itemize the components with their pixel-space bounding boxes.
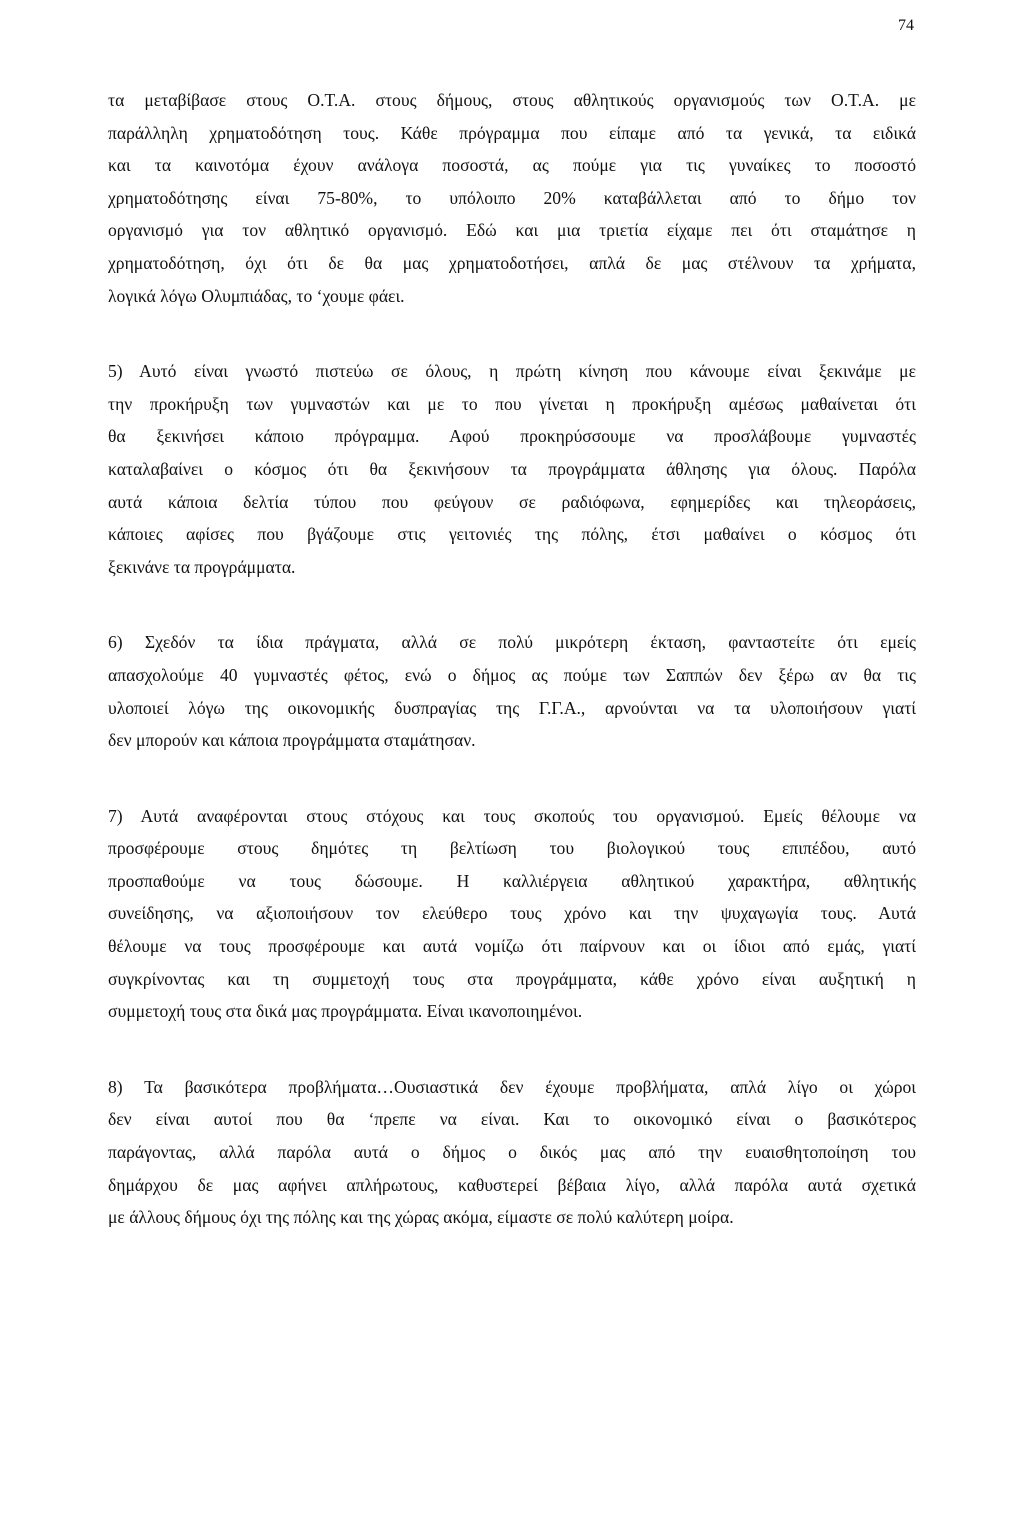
text-line: υλοποιεί λόγω της οικονομικής δυσπραγίας της Γ.Γ.Α., αρνούνται να τα υλοποιήσουν γιατί bbox=[108, 697, 916, 718]
text-line: λογικά λόγω Ολυμπιάδας, το ‘χουμε φάει. bbox=[108, 285, 405, 306]
paragraph-answer-6 bbox=[108, 626, 916, 756]
text-line: δεν είναι αυτοί που θα ‘πρεπε να είναι. Και το οικονομικό είναι ο βασικότερος bbox=[108, 1109, 916, 1130]
text-line: 5) Αυτό είναι γνωστό πιστεύω σε όλους, η πρώτη κίνηση που κάνουμε είναι ξεκινάμε με bbox=[108, 361, 916, 382]
paragraph-spacer bbox=[108, 583, 916, 626]
text-line: κάποιες αφίσες που βγάζουμε στις γειτονιές της πόλης, έτσι μαθαίνει ο κόσμος ότι bbox=[108, 524, 916, 545]
text-line: χρηματοδότησης είναι 75-80%, το υπόλοιπο 20% καταβάλλεται από το δήμο τον bbox=[108, 187, 916, 208]
page-number: 74 bbox=[898, 17, 914, 34]
text-line: χρηματοδότηση, όχι ότι δε θα μας χρηματοδοτήσει, απλά δε μας στέλνουν τα χρήματα, bbox=[108, 252, 916, 273]
paragraph-answer-5 bbox=[108, 355, 916, 583]
text-line: ξεκινάνε τα προγράμματα. bbox=[108, 556, 296, 577]
text-line: 6) Σχεδόν τα ίδια πράγματα, αλλά σε πολύ μικρότερη έκταση, φανταστείτε ότι εμείς bbox=[108, 632, 916, 653]
text-line: απασχολούμε 40 γυμναστές φέτος, ενώ ο δήμος ας πούμε των Σαππών δεν ξέρω αν θα τις bbox=[108, 664, 916, 685]
text-line: θα ξεκινήσει κάποιο πρόγραμμα. Αφού προκηρύσσουμε να προσλάβουμε γυμναστές bbox=[108, 426, 916, 447]
text-line: συμμετοχή τους στα δικά μας προγράμματα. Είναι ικανοποιημένοι. bbox=[108, 1001, 583, 1022]
text-line: δημάρχου δε μας αφήνει απλήρωτους, καθυστερεί βέβαια λίγο, αλλά παρόλα αυτά σχετικά bbox=[108, 1174, 916, 1195]
text-line: και τα καινοτόμα έχουν ανάλογα ποσοστά, ας πούμε για τις γυναίκες το ποσοστό bbox=[108, 155, 916, 176]
text-line: τα μεταβίβασε στους Ο.Τ.Α. στους δήμους, στους αθλητικούς οργανισμούς των Ο.Τ.Α. με bbox=[108, 90, 916, 110]
document-body bbox=[108, 84, 916, 1234]
text-line: συνείδησης, να αξιοποιήσουν τον ελεύθερο τους χρόνο και την ψυχαγωγία τους. Αυτά bbox=[108, 903, 916, 924]
text-line: δεν μπορούν και κάποια προγράμματα σταμάτησαν. bbox=[108, 730, 476, 751]
text-line: αυτά κάποια δελτία τύπου που φεύγουν σε ραδιόφωνα, εφημερίδες και τηλεοράσεις, bbox=[108, 491, 916, 512]
text-line: προσπαθούμε να τους δώσουμε. Η καλλιέργεια αθλητικού χαρακτήρα, αθλητικής bbox=[108, 870, 916, 891]
text-line: την προκήρυξη των γυμναστών και με το που γίνεται η προκήρυξη αμέσως μαθαίνεται ότι bbox=[108, 393, 916, 414]
text-line: συγκρίνοντας και τη συμμετοχή τους στα προγράμματα, κάθε χρόνο είναι αυξητική η bbox=[108, 968, 916, 989]
paragraph-spacer bbox=[108, 1028, 916, 1071]
text-line: παράγοντας, αλλά παρόλα αυτά ο δήμος ο δικός μας από την ευαισθητοποίηση του bbox=[108, 1142, 916, 1163]
text-line: 7) Αυτά αναφέρονται στους στόχους και τους σκοπούς του οργανισμού. Εμείς θέλουμε να bbox=[108, 805, 916, 826]
text-line: οργανισμό για τον αθλητικό οργανισμό. Εδώ και μια τριετία είχαμε πει ότι σταμάτησε η bbox=[108, 220, 916, 241]
text-line: παράλληλη χρηματοδότηση τους. Κάθε πρόγραμμα που είπαμε από τα γενικά, τα ειδικά bbox=[108, 122, 916, 143]
paragraph-intro bbox=[108, 84, 916, 312]
text-line: με άλλους δήμους όχι της πόλης και της χώρας ακόμα, είμαστε σε πολύ καλύτερη μοίρα. bbox=[108, 1207, 734, 1228]
paragraph-spacer bbox=[108, 312, 916, 355]
text-line: καταλαβαίνει ο κόσμος ότι θα ξεκινήσουν τα προγράμματα άθλησης για όλους. Παρόλα bbox=[108, 458, 916, 479]
text-line: 8) Τα βασικότερα προβλήματα…Ουσιαστικά δεν έχουμε προβλήματα, απλά λίγο οι χώροι bbox=[108, 1076, 916, 1097]
text-line: προσφέρουμε στους δημότες τη βελτίωση του βιολογικού τους επιπέδου, αυτό bbox=[108, 838, 916, 859]
text-line: θέλουμε να τους προσφέρουμε και αυτά νομίζω ότι παίρνουν και οι ίδιοι από εμάς, γιατί bbox=[108, 936, 916, 957]
paragraph-spacer bbox=[108, 757, 916, 800]
paragraph-answer-8 bbox=[108, 1071, 916, 1234]
paragraph-answer-7 bbox=[108, 800, 916, 1028]
